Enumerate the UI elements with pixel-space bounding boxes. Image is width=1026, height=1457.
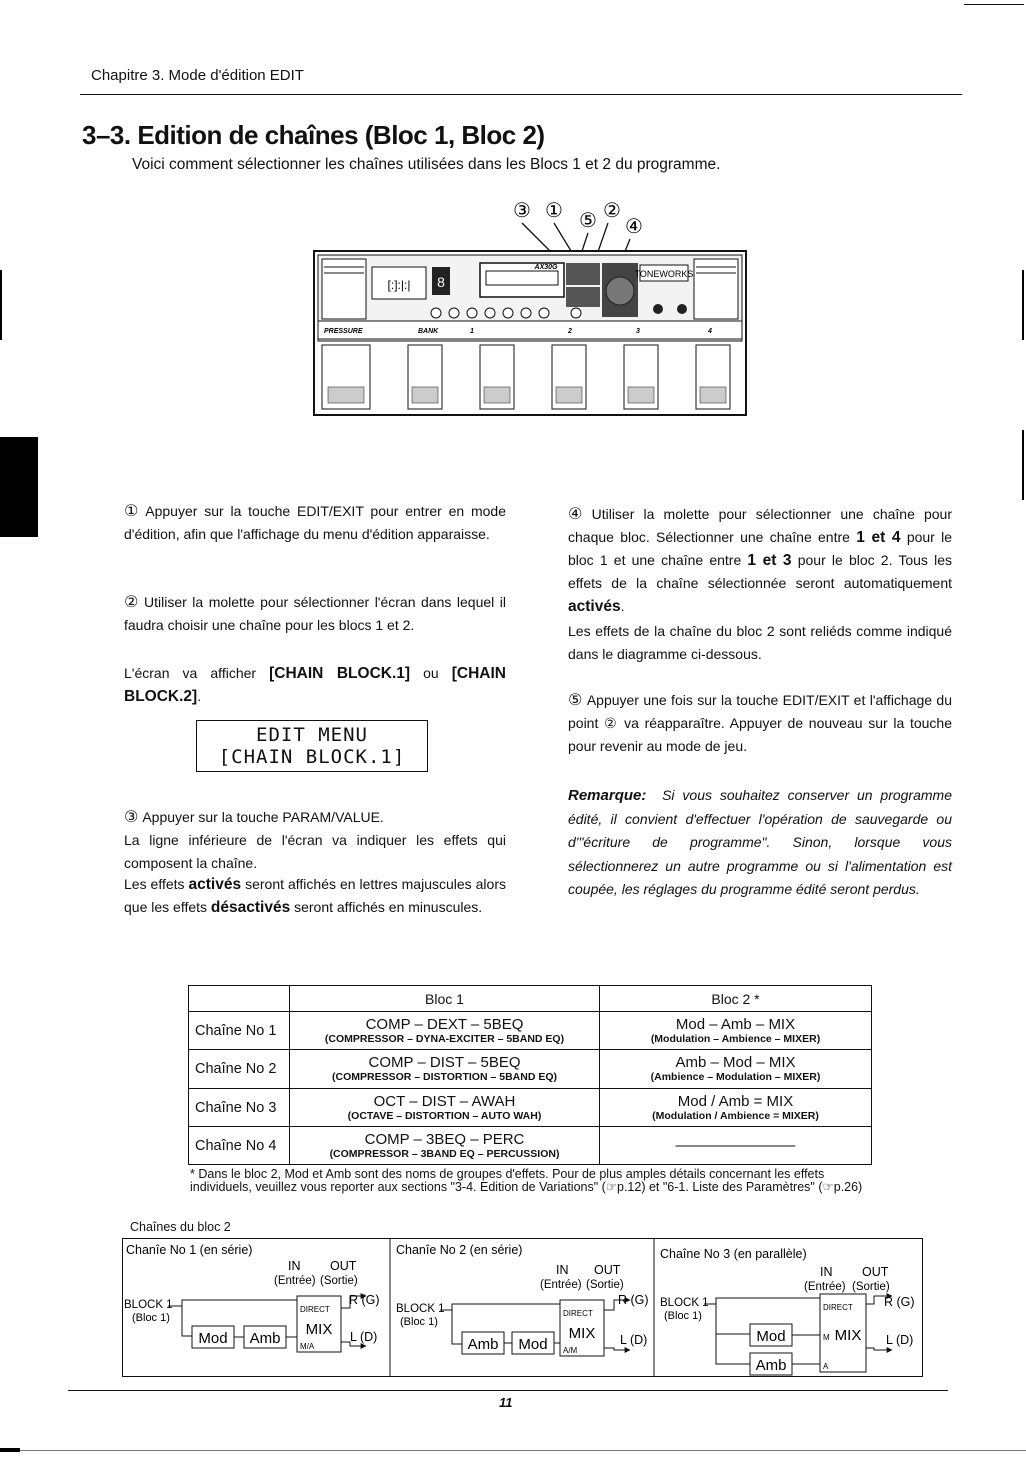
svg-text:DIRECT: DIRECT — [823, 1303, 853, 1312]
svg-text:Chanîe No 2 (en série): Chanîe No 2 (en série) — [396, 1243, 523, 1257]
callout-3: ③ — [513, 200, 531, 222]
svg-text:Amb: Amb — [755, 1357, 787, 1374]
svg-text:TONEWORKS: TONEWORKS — [634, 269, 694, 279]
table-row: Chaîne No 2 COMP – DIST – 5BEQ (COMPRESSOR – DISTORTION – 5BAND EQ) Amb – Mod – MIX (Ambience – Modulation – MIXER) — [189, 1050, 872, 1089]
svg-text:R (G): R (G) — [618, 1293, 649, 1307]
table-footnote: * Dans le bloc 2, Mod et Amb sont des noms de groupes d'effets. Pour de plus amples détails concernant les effets individuels, veuillez vous reporter aux sections "3-4. Edition de Variations" (☞p.12) et "6-1. Liste des Paramètres" (☞p.26) — [190, 1167, 863, 1194]
svg-text:(Sortie): (Sortie) — [586, 1279, 624, 1291]
remark — [568, 784, 952, 902]
svg-text:Mod: Mod — [198, 1330, 228, 1347]
svg-text:2: 2 — [568, 328, 572, 335]
svg-text:IN: IN — [556, 1263, 569, 1277]
callout-2: ② — [603, 200, 621, 222]
section-title: 3–3. Edition de chaînes (Bloc 1, Bloc 2) — [82, 120, 545, 150]
svg-text:OUT: OUT — [330, 1259, 357, 1273]
svg-text:L (D): L (D) — [886, 1333, 914, 1347]
diagrams-caption: Chaînes du bloc 2 — [130, 1220, 231, 1234]
svg-text:M: M — [823, 1333, 830, 1342]
svg-text:Mod: Mod — [756, 1328, 786, 1345]
chapter-header: Chapitre 3. Mode d'édition EDIT — [91, 67, 304, 84]
header-rule — [80, 94, 962, 95]
svg-text:IN: IN — [288, 1259, 301, 1273]
diagram-chain-3 — [660, 1247, 915, 1375]
svg-text:MIX: MIX — [834, 1327, 862, 1344]
svg-text:BLOCK 1: BLOCK 1 — [124, 1299, 173, 1311]
svg-text:Chanîe No 1 (en série): Chanîe No 1 (en série) — [126, 1243, 253, 1257]
svg-text:Amb: Amb — [249, 1330, 281, 1347]
lcd-display — [196, 720, 428, 772]
svg-text:DIRECT: DIRECT — [300, 1305, 330, 1314]
svg-text:(Entrée): (Entrée) — [540, 1279, 582, 1291]
step-2-screen: L'écran va afficher [CHAIN BLOCK.1] ou [CHAIN BLOCK.2]. — [124, 665, 506, 705]
step-4: ④ Utiliser la molette pour sélectionner une chaîne pour chaque bloc. Sélectionner une chaîne entre 1 et 4 pour le bloc 1 et une chaîne entre 1 et 3 pour le bloc 2. Tous les effets de la chaîne sélectionnée seront automatiquement activés. — [568, 506, 952, 615]
svg-text:A/M: A/M — [563, 1346, 578, 1355]
svg-text:BLOCK 1: BLOCK 1 — [660, 1297, 709, 1309]
svg-text:BANK: BANK — [418, 328, 439, 335]
step-5: ⑤ Appuyer une fois sur la touche EDIT/EXIT et l'affichage du point ② va réapparaître. Appuyer de nouveau sur la touche pour revenir au mode de jeu. — [568, 692, 953, 754]
callout-5: ⑤ — [579, 210, 597, 232]
edge-mark — [1022, 430, 1024, 500]
svg-text:(Bloc 1): (Bloc 1) — [400, 1316, 438, 1328]
table-header-bloc1: Bloc 1 — [290, 986, 600, 1012]
svg-text:DIRECT: DIRECT — [563, 1309, 593, 1318]
step-3: ③ Appuyer sur la touche PARAM/VALUE. — [124, 809, 384, 826]
svg-text:(Sortie): (Sortie) — [852, 1281, 890, 1293]
callout-1: ① — [545, 200, 563, 222]
chains-table — [188, 985, 872, 1165]
svg-text:(Bloc 1): (Bloc 1) — [132, 1312, 170, 1324]
top-rule — [964, 4, 1024, 5]
edge-mark — [0, 270, 2, 340]
svg-text:Mod: Mod — [518, 1336, 548, 1353]
svg-text:IN: IN — [820, 1265, 833, 1279]
bottom-mark — [0, 1448, 20, 1452]
svg-text:(Sortie): (Sortie) — [320, 1275, 358, 1287]
lcd-line-1: EDIT MENU — [256, 724, 368, 746]
table-row: Chaîne No 3 OCT – DIST – AWAH (OCTAVE – DISTORTION – AUTO WAH) Mod / Amb = MIX (Modulation / Ambience = MIXER) — [189, 1089, 872, 1127]
svg-text:(Entrée): (Entrée) — [804, 1281, 846, 1293]
svg-text:R (G): R (G) — [884, 1295, 915, 1309]
page-number: 11 — [499, 1395, 513, 1410]
svg-text:Chaîne No 3 (en parallèle): Chaîne No 3 (en parallèle) — [660, 1247, 807, 1261]
svg-text:OUT: OUT — [862, 1265, 889, 1279]
step-1: ① Appuyer sur la touche EDIT/EXIT pour entrer en mode d'édition, afin que l'affichage du menu d'édition apparaisse. — [124, 503, 506, 542]
table-row: Chaîne No 1 COMP – DEXT – 5BEQ (COMPRESSOR – DYNA-EXCITER – 5BAND EQ) Mod – Amb – MIX (Modulation – Ambience – MIXER) — [189, 1012, 872, 1050]
svg-text:BLOCK 1: BLOCK 1 — [396, 1303, 445, 1315]
footer-rule — [68, 1390, 948, 1391]
step-4-detail: Les effets de la chaîne du bloc 2 sont reliéds comme indiqué dans le diagramme ci-dessous. — [568, 623, 952, 662]
section-intro: Voici comment sélectionner les chaînes utilisées dans les Blocs 1 et 2 du programme. — [132, 156, 721, 173]
svg-text:Amb: Amb — [467, 1336, 499, 1353]
svg-text:AX30G: AX30G — [534, 264, 558, 271]
svg-text:1: 1 — [470, 328, 474, 335]
diagram-chain-2 — [396, 1243, 649, 1356]
table-row: Chaîne No 4 COMP – 3BEQ – PERC (COMPRESSOR – 3BAND EQ – PERCUSSION) ———————— — [189, 1127, 872, 1165]
svg-text:M/A: M/A — [300, 1342, 315, 1351]
svg-text:L (D): L (D) — [350, 1330, 378, 1344]
svg-text:(Bloc 1): (Bloc 1) — [664, 1310, 702, 1322]
svg-text:PRESSURE: PRESSURE — [324, 328, 363, 335]
table-header-bloc2: Bloc 2 * — [600, 986, 872, 1012]
device-illustration — [300, 195, 760, 425]
svg-text:(Entrée): (Entrée) — [274, 1275, 316, 1287]
svg-text:8: 8 — [437, 274, 445, 290]
table-header-empty — [189, 986, 290, 1012]
step-3-case: Les effets activés seront affichés en lettres majuscules alors que les effets désactivés seront affichés en minuscules. — [124, 876, 506, 916]
callout-4: ④ — [625, 216, 643, 238]
lcd-line-2: [CHAIN BLOCK.1] — [218, 746, 406, 768]
edge-mark — [1022, 270, 1024, 340]
svg-text:R (G): R (G) — [349, 1293, 380, 1307]
remark-label: Remarque: — [568, 787, 647, 804]
svg-text:MIX: MIX — [568, 1325, 596, 1342]
svg-text:MIX: MIX — [305, 1321, 333, 1338]
svg-text:L (D): L (D) — [620, 1333, 648, 1347]
svg-text:OUT: OUT — [594, 1263, 621, 1277]
svg-text:A: A — [823, 1362, 829, 1371]
step-2: ② Utiliser la molette pour sélectionner l'écran dans lequel il faudra choisir une chaîne pour les blocs 1 et 2. — [124, 594, 507, 633]
svg-text:[:]:|:|: [:]:|:| — [387, 278, 411, 292]
remark-text: Si vous souhaitez conserver un programme édité, il convient d'effectuer l'opération de sauvegarde ou d'"écriture de programme". Sinon, lorsque vous sélectionnerez un autre programme ou si l'alimentation est coupée, les réglages du programme édité seront perdus. — [568, 787, 952, 897]
chapter-tab — [0, 437, 38, 537]
chain-diagrams — [122, 1238, 923, 1378]
diagram-chain-1 — [124, 1243, 380, 1352]
bottom-line — [0, 1450, 1026, 1451]
svg-text:3: 3 — [636, 328, 640, 335]
step-3-detail: La ligne inférieure de l'écran va indiquer les effets qui composent la chaîne. — [124, 832, 506, 871]
svg-text:4: 4 — [708, 328, 712, 335]
